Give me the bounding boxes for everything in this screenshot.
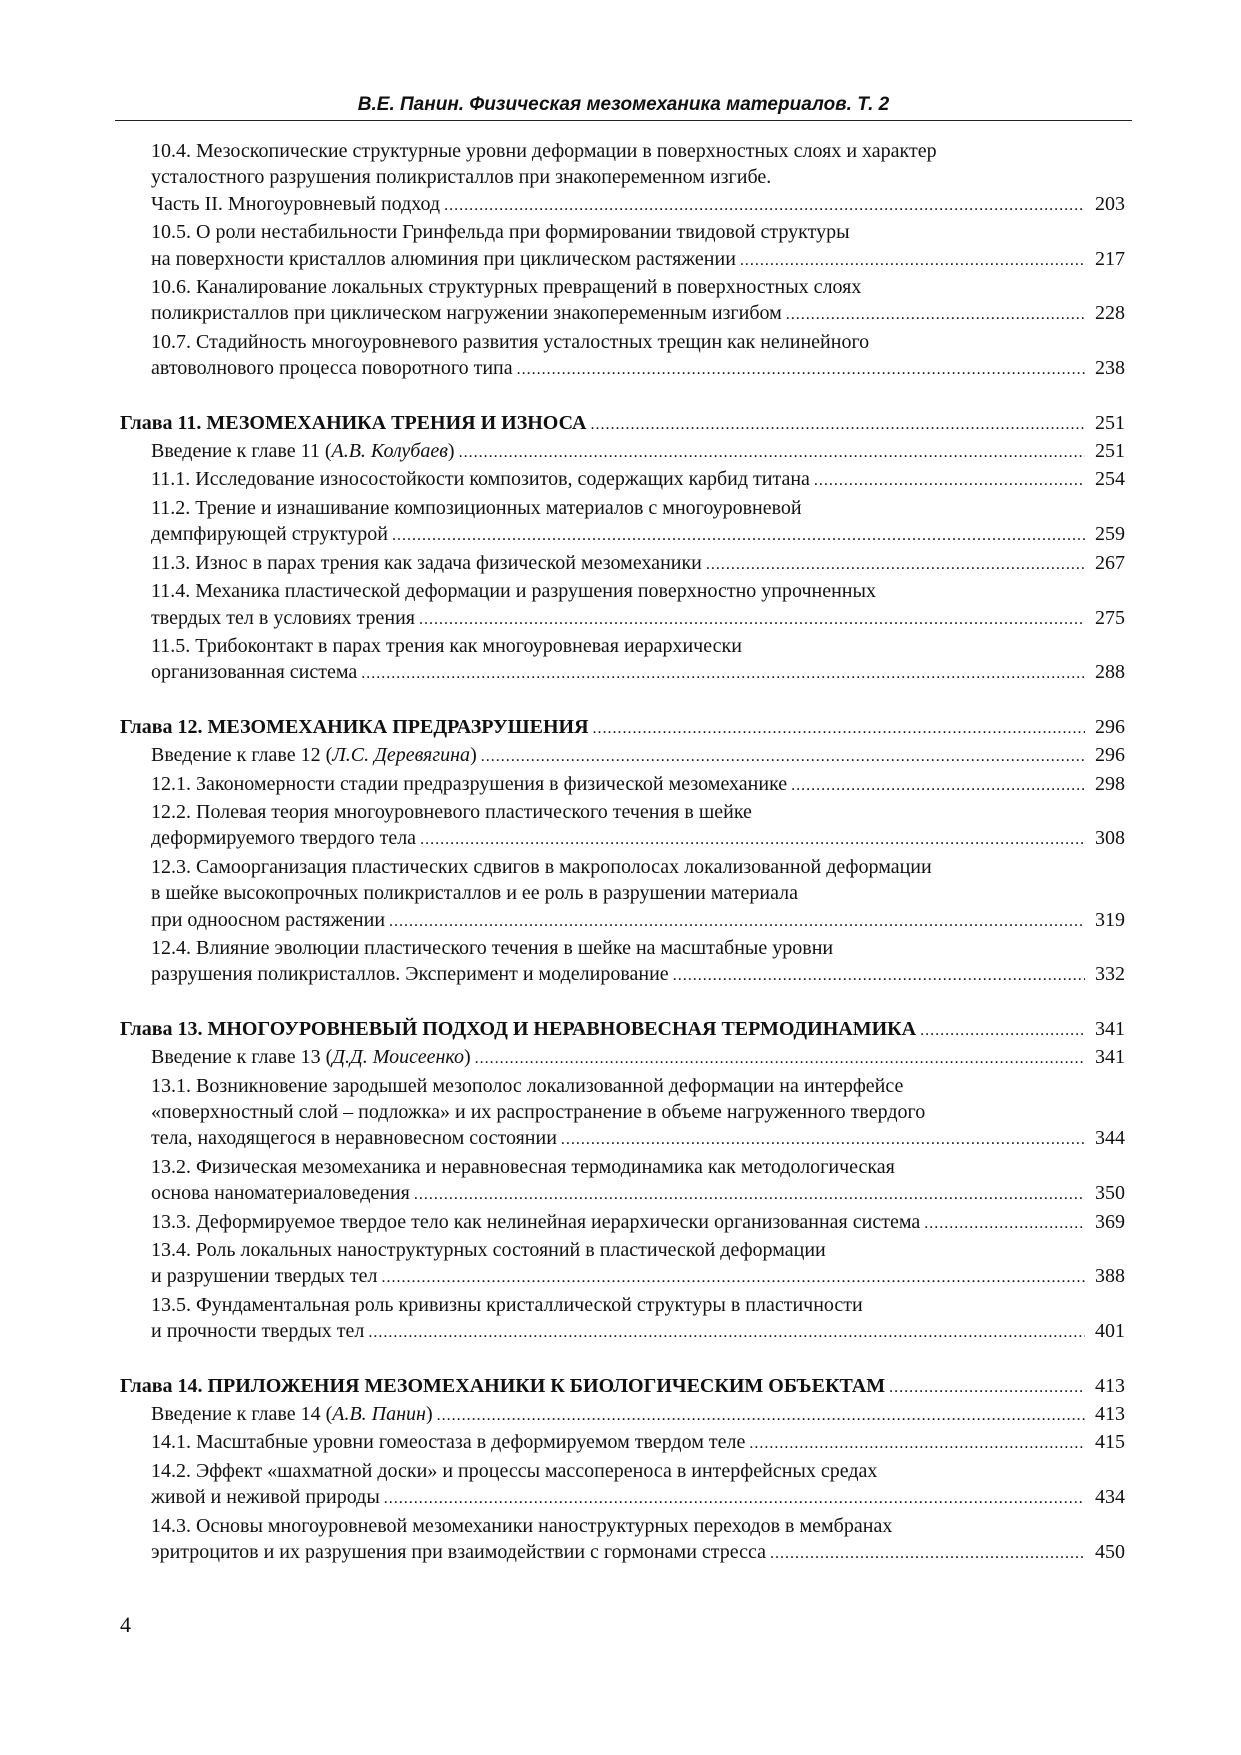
toc-page-number: 288 — [1095, 661, 1125, 684]
toc-intro-entry — [120, 742, 1125, 770]
toc-chapter-entry — [120, 410, 1125, 438]
dot-leader — [444, 191, 1085, 219]
toc-entry-last-line — [151, 1044, 1125, 1072]
intro-author: Л.С. Деревягина — [332, 744, 471, 767]
toc-entry-title: твердых тел в условиях трения — [151, 606, 416, 629]
toc-section-entry — [120, 1209, 1125, 1237]
toc-entry-last-line — [120, 714, 1125, 742]
toc-entry-last-line — [151, 771, 1125, 799]
toc-page-number: 341 — [1095, 1017, 1125, 1040]
toc-page-number: 267 — [1095, 551, 1125, 574]
toc-page-number: 228 — [1095, 302, 1125, 325]
toc-section-entry — [120, 138, 1125, 219]
toc-entry-title: Глава 12. МЕЗОМЕХАНИКА ПРЕДРАЗРУШЕНИЯ — [120, 715, 589, 738]
table-of-contents — [120, 138, 1125, 1568]
toc-page-number: 259 — [1095, 523, 1125, 546]
dot-leader — [924, 1209, 1085, 1237]
toc-section-entry — [120, 799, 1125, 854]
toc-page-number: 203 — [1095, 192, 1125, 215]
intro-author: А.В. Колубаев — [331, 440, 448, 463]
dot-leader — [791, 771, 1085, 799]
intro-author: А.В. Панин — [332, 1403, 426, 1426]
toc-entry-last-line — [120, 1373, 1125, 1401]
toc-entry-text-line: «поверхностный слой – подложка» и их распространение в объеме нагруженного твердого — [151, 1101, 926, 1123]
toc-entry-text-line: в шейке высокопрочных поликристаллов и ее роль в разрушении материала — [151, 882, 798, 905]
toc-entry-last-line — [151, 605, 1125, 633]
toc-page-number: 415 — [1095, 1431, 1125, 1454]
toc-entry-last-line — [151, 300, 1125, 328]
toc-entry-text-line: 13.5. Фундаментальная роль кривизны кристаллической структуры в пластичности — [151, 1293, 863, 1316]
dot-leader — [740, 246, 1085, 274]
toc-entry-title: эритроцитов и их разрушения при взаимодействии с гормонами стресса — [151, 1541, 767, 1564]
toc-page-number: 308 — [1095, 827, 1125, 850]
dot-leader — [392, 521, 1085, 549]
toc-entry-title: Глава 13. МНОГОУРОВНЕВЫЙ ПОДХОД И НЕРАВНОВЕСНАЯ ТЕРМОДИНАМИКА — [120, 1017, 917, 1040]
toc-section-entry — [120, 633, 1125, 688]
toc-entry-last-line — [151, 1539, 1125, 1567]
toc-entry-last-line — [151, 825, 1125, 853]
toc-entry-title: Глава 11. МЕЗОМЕХАНИКА ТРЕНИЯ И ИЗНОСА — [120, 411, 587, 434]
toc-page-number: 298 — [1095, 772, 1125, 795]
toc-entry-last-line — [151, 742, 1125, 770]
intro-label: Введение к главе 11 ( — [151, 440, 332, 463]
toc-page-number: 296 — [1095, 715, 1125, 738]
toc-entry-title: демпфирующей структурой — [151, 523, 388, 546]
dot-leader — [368, 1318, 1085, 1346]
dot-leader — [475, 1044, 1085, 1072]
toc-entry-last-line — [151, 466, 1125, 494]
dot-leader — [361, 659, 1085, 687]
dot-leader — [814, 466, 1085, 494]
intro-author: Д.Д. Моисеенко — [332, 1046, 464, 1069]
toc-page-number: 344 — [1095, 1127, 1125, 1150]
toc-section-entry — [120, 1154, 1125, 1209]
toc-page-number: 251 — [1095, 440, 1125, 463]
toc-entry-text-line: 12.4. Влияние эволюции пластического течения в шейке на масштабные уровни — [151, 936, 834, 959]
toc-entry-text-line: 11.4. Механика пластической деформации и разрушения поверхностно упрочненных — [151, 580, 876, 603]
toc-chapter-entry — [120, 1373, 1125, 1401]
toc-entry-last-line — [151, 659, 1125, 687]
toc-page-number: 401 — [1095, 1320, 1125, 1343]
toc-section-entry — [120, 578, 1125, 633]
toc-entry-text-line: 13.2. Физическая мезомеханика и неравновесная термодинамика как методологическая — [151, 1155, 895, 1178]
intro-label: Введение к главе 14 ( — [151, 1403, 333, 1426]
dot-leader — [673, 961, 1085, 989]
toc-entry-last-line — [151, 907, 1125, 935]
toc-entry-last-line — [120, 1016, 1125, 1044]
toc-page-number: 388 — [1095, 1265, 1125, 1288]
toc-entry-last-line — [151, 1401, 1125, 1429]
toc-entry-title: 11.1. Исследование износостойкости композитов, содержащих карбид титана — [151, 468, 810, 491]
toc-entry-text-line: 14.2. Эффект «шахматной доски» и процессы массопереноса в интерфейсных средах — [151, 1459, 878, 1482]
toc-entry-title: на поверхности кристаллов алюминия при циклическом растяжении — [151, 247, 736, 270]
dot-leader — [437, 1401, 1085, 1429]
toc-section-entry — [120, 274, 1125, 329]
toc-entry-last-line — [151, 521, 1125, 549]
toc-entry-title — [151, 438, 455, 464]
toc-intro-entry — [120, 438, 1125, 466]
toc-entry-last-line — [151, 246, 1125, 274]
toc-entry-title: и разрушении твердых тел — [151, 1265, 378, 1288]
toc-page-number: 413 — [1095, 1403, 1125, 1426]
toc-entry-title: и прочности твердых тел — [151, 1320, 365, 1343]
dot-leader — [419, 605, 1085, 633]
toc-entry-title: 11.3. Износ в парах трения как задача физической мезомеханики — [151, 551, 702, 574]
toc-entry-title: тела, находящегося в неравновесном состоянии — [151, 1127, 557, 1150]
dot-leader — [920, 1016, 1085, 1044]
toc-entry-title: Часть II. Многоуровневый подход — [151, 192, 441, 215]
toc-section-entry — [120, 1513, 1125, 1568]
toc-entry-title: Глава 14. ПРИЛОЖЕНИЯ МЕЗОМЕХАНИКИ К БИОЛОГИЧЕСКИМ ОБЪЕКТАМ — [120, 1374, 886, 1397]
toc-entry-last-line — [151, 191, 1125, 219]
toc-entry-text-line: 10.4. Мезоскопические структурные уровни деформации в поверхностных слоях и характер — [151, 140, 937, 162]
toc-section-entry — [120, 1458, 1125, 1513]
intro-label: Введение к главе 12 ( — [151, 744, 333, 767]
toc-entry-title: организованная система — [151, 661, 358, 684]
toc-section-entry — [120, 1429, 1125, 1457]
toc-entry-title: 13.3. Деформируемое твердое тело как нелинейная иерархически организованная система — [151, 1210, 921, 1233]
toc-entry-title: разрушения поликристаллов. Эксперимент и моделирование — [151, 963, 669, 986]
toc-page-number: 434 — [1095, 1486, 1125, 1509]
dot-leader — [459, 438, 1085, 466]
toc-entry-title: живой и неживой природы — [151, 1486, 380, 1509]
toc-entry-text-line: 10.7. Стадийность многоуровневого развития усталостных трещин как нелинейного — [151, 330, 870, 353]
running-header: В.Е. Панин. Физическая мезомеханика материалов. Т. 2 — [115, 92, 1132, 121]
toc-entry-title — [151, 742, 477, 768]
toc-page-number: 254 — [1095, 468, 1125, 491]
toc-intro-entry — [120, 1401, 1125, 1429]
toc-page-number: 238 — [1095, 357, 1125, 380]
dot-leader — [591, 410, 1086, 438]
toc-entry-title — [151, 1401, 433, 1427]
dot-leader — [593, 714, 1085, 742]
toc-entry-title: поликристаллов при циклическом нагружении знакопеременным изгибом — [151, 302, 782, 325]
toc-page-number: 413 — [1095, 1374, 1125, 1397]
dot-leader — [384, 1484, 1085, 1512]
dot-leader — [749, 1429, 1085, 1457]
toc-entry-last-line — [151, 1180, 1125, 1208]
intro-paren-close: ) — [463, 1046, 471, 1069]
intro-label: Введение к главе 13 ( — [151, 1046, 333, 1069]
toc-page-number: 296 — [1095, 744, 1125, 767]
toc-page-number: 350 — [1095, 1182, 1125, 1205]
dot-leader — [561, 1125, 1085, 1153]
toc-entry-title: деформируемого твердого тела — [151, 827, 417, 850]
toc-page-number: 217 — [1095, 247, 1125, 270]
toc-section-entry — [120, 771, 1125, 799]
toc-chapter-entry — [120, 1016, 1125, 1044]
toc-entry-text-line: усталостного разрушения поликристаллов при знакопеременном изгибе. — [151, 166, 772, 189]
toc-entry-last-line — [151, 355, 1125, 383]
toc-section-entry — [120, 854, 1125, 935]
toc-entry-text-line: 12.2. Полевая теория многоуровневого пластического течения в шейке — [151, 800, 752, 823]
toc-section-entry — [120, 1237, 1125, 1292]
toc-page-number: 332 — [1095, 963, 1125, 986]
toc-entry-text-line: 10.5. О роли нестабильности Гринфельда при формировании твидовой структуры — [151, 221, 850, 244]
dot-leader — [770, 1539, 1085, 1567]
toc-entry-last-line — [151, 1209, 1125, 1237]
toc-section-entry — [120, 550, 1125, 578]
toc-entry-title: автоволнового процесса поворотного типа — [151, 357, 513, 380]
toc-page-number: 341 — [1095, 1046, 1125, 1069]
toc-page-number: 319 — [1095, 908, 1125, 931]
toc-section-entry — [120, 1292, 1125, 1347]
dot-leader — [420, 825, 1085, 853]
page-number: 4 — [120, 1612, 131, 1637]
toc-section-entry — [120, 466, 1125, 494]
toc-entry-text-line: 10.6. Каналирование локальных структурных превращений в поверхностных слоях — [151, 276, 862, 299]
dot-leader — [481, 742, 1085, 770]
toc-entry-last-line — [151, 550, 1125, 578]
intro-paren-close: ) — [425, 1403, 433, 1426]
toc-section-entry — [120, 935, 1125, 990]
toc-entry-last-line — [151, 438, 1125, 466]
toc-entry-text-line: 12.3. Самоорганизация пластических сдвигов в макрополосах локализованной деформации — [151, 855, 932, 878]
dot-leader — [517, 355, 1085, 383]
toc-entry-last-line — [151, 1125, 1125, 1153]
toc-entry-text-line: 14.3. Основы многоуровневой мезомеханики наноструктурных переходов в мембранах — [151, 1514, 893, 1537]
toc-entry-text-line: 13.4. Роль локальных наноструктурных состояний в пластической деформации — [151, 1239, 826, 1262]
toc-page-number: 369 — [1095, 1210, 1125, 1233]
toc-chapter-entry — [120, 714, 1125, 742]
intro-paren-close: ) — [447, 440, 455, 463]
intro-paren-close: ) — [470, 744, 477, 767]
toc-section-entry — [120, 1073, 1125, 1154]
toc-entry-last-line — [151, 1429, 1125, 1457]
toc-entry-last-line — [151, 1484, 1125, 1512]
toc-entry-title: при одноосном растяжении — [151, 908, 386, 931]
toc-entry-text-line: 13.1. Возникновение зародышей мезополос локализованной деформации на интерфейсе — [151, 1074, 904, 1097]
toc-entry-title — [151, 1044, 471, 1070]
dot-leader — [382, 1263, 1086, 1291]
toc-intro-entry — [120, 1044, 1125, 1072]
dot-leader — [389, 907, 1085, 935]
toc-section-entry — [120, 495, 1125, 550]
toc-entry-last-line — [120, 410, 1125, 438]
toc-entry-title: основа наноматериаловедения — [151, 1182, 410, 1205]
dot-leader — [889, 1373, 1085, 1401]
dot-leader — [414, 1180, 1085, 1208]
toc-entry-last-line — [151, 1263, 1125, 1291]
toc-entry-last-line — [151, 961, 1125, 989]
toc-entry-last-line — [151, 1318, 1125, 1346]
toc-entry-title: 14.1. Масштабные уровни гомеостаза в деформируемом твердом теле — [151, 1431, 746, 1454]
toc-page-number: 251 — [1095, 411, 1125, 434]
toc-entry-text-line: 11.2. Трение и изнашивание композиционных материалов с многоуровневой — [151, 496, 802, 519]
toc-page-number: 450 — [1095, 1541, 1125, 1564]
toc-entry-text-line: 11.5. Трибоконтакт в парах трения как многоуровневая иерархически — [151, 634, 742, 657]
toc-section-entry — [120, 329, 1125, 384]
dot-leader — [706, 550, 1085, 578]
toc-page-number: 275 — [1095, 606, 1125, 629]
toc-section-entry — [120, 219, 1125, 274]
toc-entry-title: 12.1. Закономерности стадии предразрушения в физической мезомеханике — [151, 772, 788, 795]
dot-leader — [786, 300, 1085, 328]
